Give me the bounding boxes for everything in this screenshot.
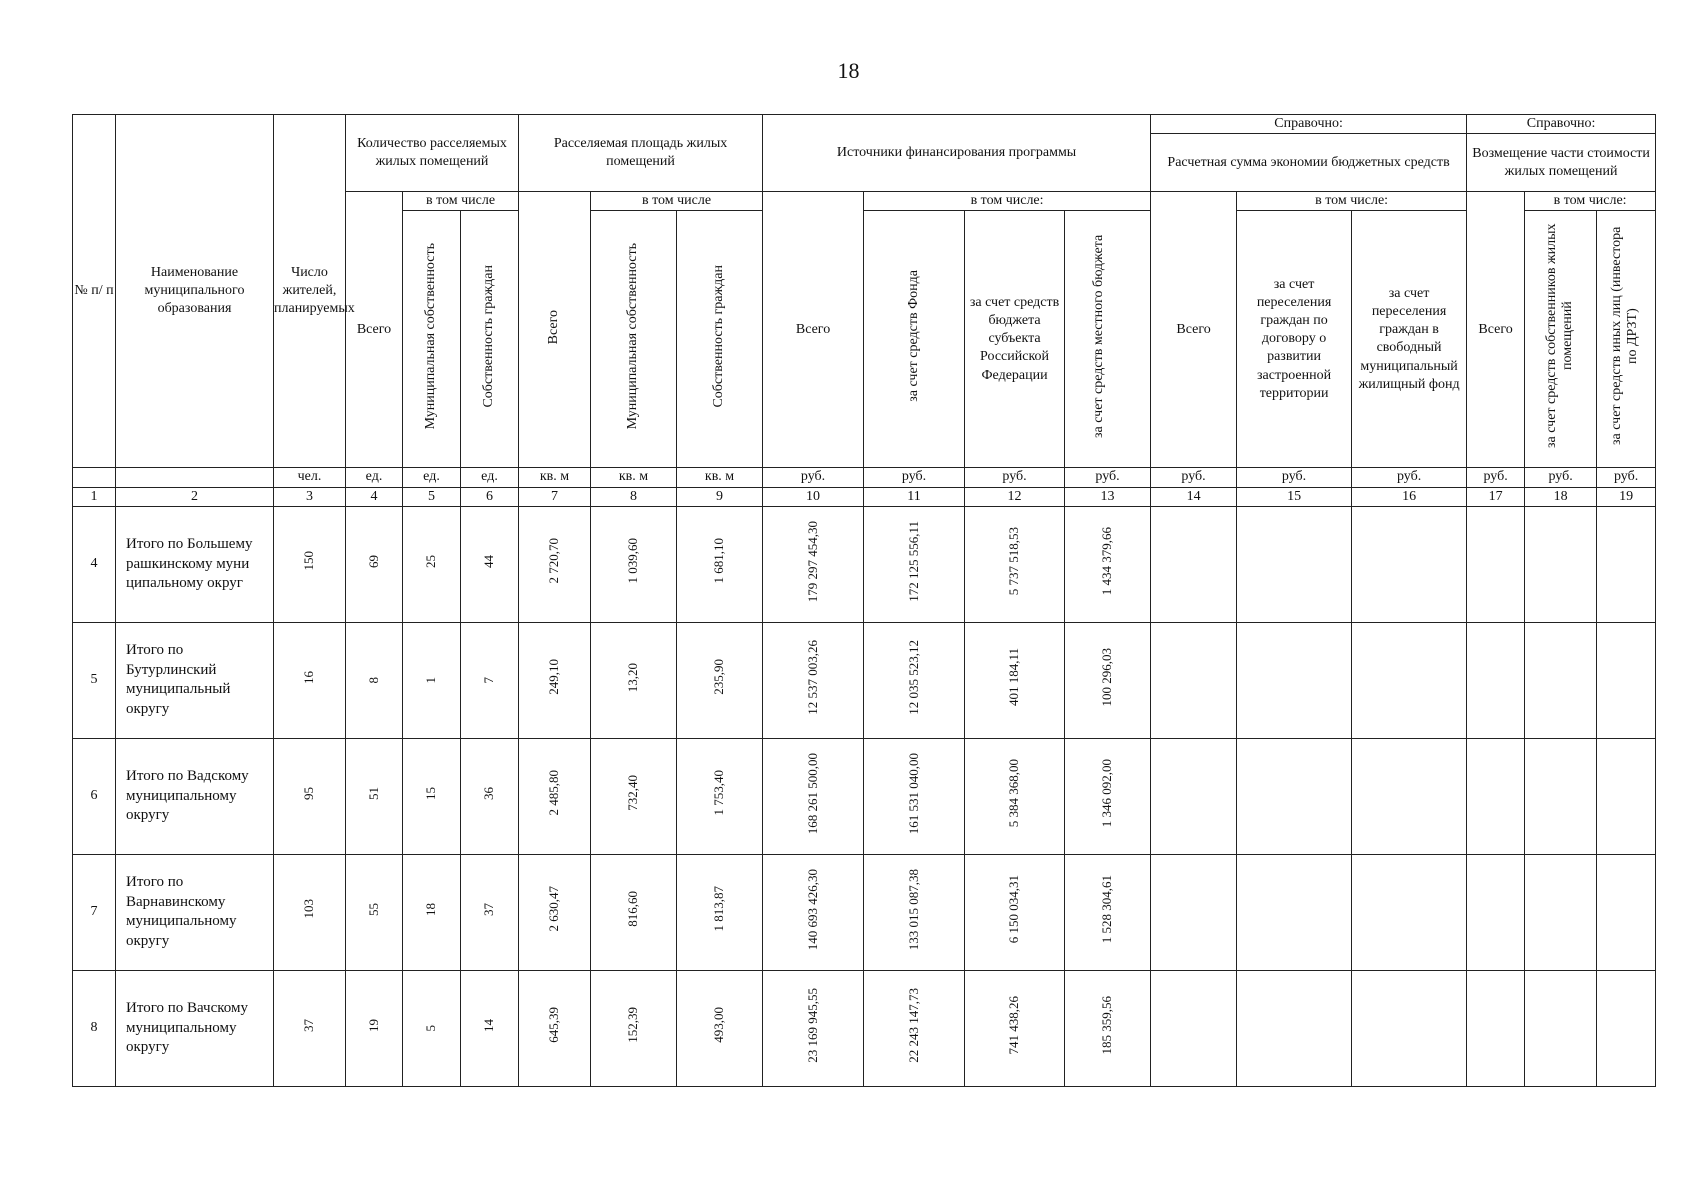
column-number: 13 [1065,487,1151,506]
row-citizen: 14 [461,970,519,1086]
row-area-total: 2 630,47 [519,854,591,970]
unit-cell: руб. [965,468,1065,487]
unit-cell: руб. [1065,468,1151,487]
header-fin-subject: за счет средств бюджета субъекта Российской Федерации [965,211,1065,468]
column-number: 5 [403,487,461,506]
unit-cell: руб. [864,468,965,487]
header-fin-total: Всего [763,192,864,468]
unit-cell: кв. м [677,468,763,487]
column-number: 14 [1151,487,1237,506]
column-number: 8 [591,487,677,506]
header-comp-other: за счет средств иных лиц (инвестора по ДРЗТ) [1597,211,1656,468]
row-fin-subject: 401 184,11 [965,622,1065,738]
row-area-citizen: 1 813,87 [677,854,763,970]
header-no: № п/ п [73,115,116,468]
unit-cell: кв. м [591,468,677,487]
row-fin-subject: 5 737 518,53 [965,506,1065,622]
header-fin-incl: в том числе: [864,192,1151,211]
row-name: Итого по Варнавинскому муниципальному округу [116,854,274,970]
column-number: 11 [864,487,965,506]
header-count-citizen: Собственность граждан [461,211,519,468]
row-area-total: 2 485,80 [519,738,591,854]
row-municipal: 15 [403,738,461,854]
table-row [73,854,1656,970]
row-name: Итого по Бутурлинский муниципальный округу [116,622,274,738]
row-total: 19 [346,970,403,1086]
row-citizen: 44 [461,506,519,622]
column-number: 15 [1237,487,1352,506]
header-area-incl: в том числе [591,192,763,211]
header-reference-compensation: Справочно: [1467,115,1656,134]
column-number: 7 [519,487,591,506]
row-fin-total: 179 297 454,30 [763,506,864,622]
row-area-municipal: 152,39 [591,970,677,1086]
row-fin-fund: 12 035 523,12 [864,622,965,738]
row-citizen: 7 [461,622,519,738]
column-number: 17 [1467,487,1525,506]
row-name: Итого по Большемурашкинскому муниципальному округ [116,506,274,622]
row-area-total: 2 720,70 [519,506,591,622]
row-no: 6 [73,738,116,854]
row-municipal: 5 [403,970,461,1086]
row-fin-fund: 22 243 147,73 [864,970,965,1086]
row-fin-total: 140 693 426,30 [763,854,864,970]
header-savings-incl: в том числе: [1237,192,1467,211]
unit-cell: ед. [346,468,403,487]
column-number: 9 [677,487,763,506]
unit-cell: руб. [1151,468,1237,487]
page-number: 18 [837,58,860,83]
row-no: 7 [73,854,116,970]
row-fin-fund: 133 015 087,38 [864,854,965,970]
header-comp-incl: в том числе: [1525,192,1656,211]
row-area-municipal: 13,20 [591,622,677,738]
row-area-total: 645,39 [519,970,591,1086]
row-total: 8 [346,622,403,738]
row-total: 55 [346,854,403,970]
header-savings-contract: за счет переселения граждан по договору о развитии застроенной территории [1237,211,1352,468]
row-residents: 150 [274,506,346,622]
row-municipal: 18 [403,854,461,970]
header-savings-free: за счет переселения граждан в свободный муниципальный жилищный фонд [1352,211,1467,468]
row-area-citizen: 1 753,40 [677,738,763,854]
table-row [73,738,1656,854]
header-count-incl: в том числе [403,192,519,211]
row-fin-local: 1 528 304,61 [1065,854,1151,970]
row-no: 8 [73,970,116,1086]
header-group-funding: Источники финансирования программы [763,115,1151,192]
unit-cell: ед. [461,468,519,487]
table-row [73,506,1656,622]
row-area-municipal: 732,40 [591,738,677,854]
row-fin-fund: 172 125 556,11 [864,506,965,622]
column-number: 16 [1352,487,1467,506]
row-fin-local: 100 296,03 [1065,622,1151,738]
row-name: Итого по Вачскому муниципальному округу [116,970,274,1086]
column-number: 19 [1597,487,1656,506]
header-reference-savings: Справочно: [1151,115,1467,134]
header-residents: Число жителей, планируемых [274,115,346,468]
unit-cell: руб. [763,468,864,487]
column-number: 4 [346,487,403,506]
column-number: 6 [461,487,519,506]
unit-cell: руб. [1597,468,1656,487]
header-count-municipal: Муниципальная собственность [403,211,461,468]
row-area-citizen: 493,00 [677,970,763,1086]
unit-cell: руб. [1237,468,1352,487]
row-area-municipal: 816,60 [591,854,677,970]
row-area-citizen: 1 681,10 [677,506,763,622]
row-no: 5 [73,622,116,738]
row-fin-local: 185 359,56 [1065,970,1151,1086]
row-total: 69 [346,506,403,622]
header-group-area: Расселяемая площадь жилых помещений [519,115,763,192]
unit-cell: ед. [403,468,461,487]
header-fin-local: за счет средств местного бюджета [1065,211,1151,468]
row-municipal: 1 [403,622,461,738]
row-residents: 37 [274,970,346,1086]
row-fin-total: 23 169 945,55 [763,970,864,1086]
unit-cell: руб. [1525,468,1597,487]
row-residents: 103 [274,854,346,970]
row-fin-subject: 6 150 034,31 [965,854,1065,970]
row-municipal: 25 [403,506,461,622]
row-residents: 16 [274,622,346,738]
column-number: 10 [763,487,864,506]
row-name: Итого по Вадскому муниципальному округу [116,738,274,854]
row-area-citizen: 235,90 [677,622,763,738]
row-fin-total: 12 537 003,26 [763,622,864,738]
header-savings-total: Всего [1151,192,1237,468]
header-area-municipal: Муниципальная собственность [591,211,677,468]
header-group-compensation: Возмещение части стоимости жилых помещений [1467,134,1656,192]
row-citizen: 37 [461,854,519,970]
header-count-total: Всего [346,192,403,468]
row-no: 4 [73,506,116,622]
header-fin-fund: за счет средств Фонда [864,211,965,468]
row-residents: 95 [274,738,346,854]
column-number: 3 [274,487,346,506]
header-area-citizen: Собственность граждан [677,211,763,468]
column-numbers-row [73,487,1656,506]
row-fin-subject: 741 438,26 [965,970,1065,1086]
table-row [73,622,1656,738]
row-total: 51 [346,738,403,854]
unit-cell: чел. [274,468,346,487]
unit-cell: кв. м [519,468,591,487]
table-row [73,970,1656,1086]
header-group-savings: Расчетная сумма экономии бюджетных средств [1151,134,1467,192]
unit-cell: руб. [1352,468,1467,487]
header-area-total: Всего [519,192,591,468]
row-fin-local: 1 434 379,66 [1065,506,1151,622]
unit-cell: руб. [1467,468,1525,487]
column-number: 18 [1525,487,1597,506]
column-number: 1 [73,487,116,506]
column-number: 12 [965,487,1065,506]
header-name: Наименование муниципального образования [116,115,274,468]
row-fin-subject: 5 384 368,00 [965,738,1065,854]
units-row [73,468,1656,487]
header-comp-total: Всего [1467,192,1525,468]
row-area-municipal: 1 039,60 [591,506,677,622]
row-fin-fund: 161 531 040,00 [864,738,965,854]
row-fin-total: 168 261 500,00 [763,738,864,854]
header-comp-owners: за счет средств собственников жилых помещений [1525,211,1597,468]
resettlement-table [72,114,1656,1087]
header-group-count: Количество расселяемых жилых помещений [346,115,519,192]
row-citizen: 36 [461,738,519,854]
row-area-total: 249,10 [519,622,591,738]
column-number: 2 [116,487,274,506]
row-fin-local: 1 346 092,00 [1065,738,1151,854]
